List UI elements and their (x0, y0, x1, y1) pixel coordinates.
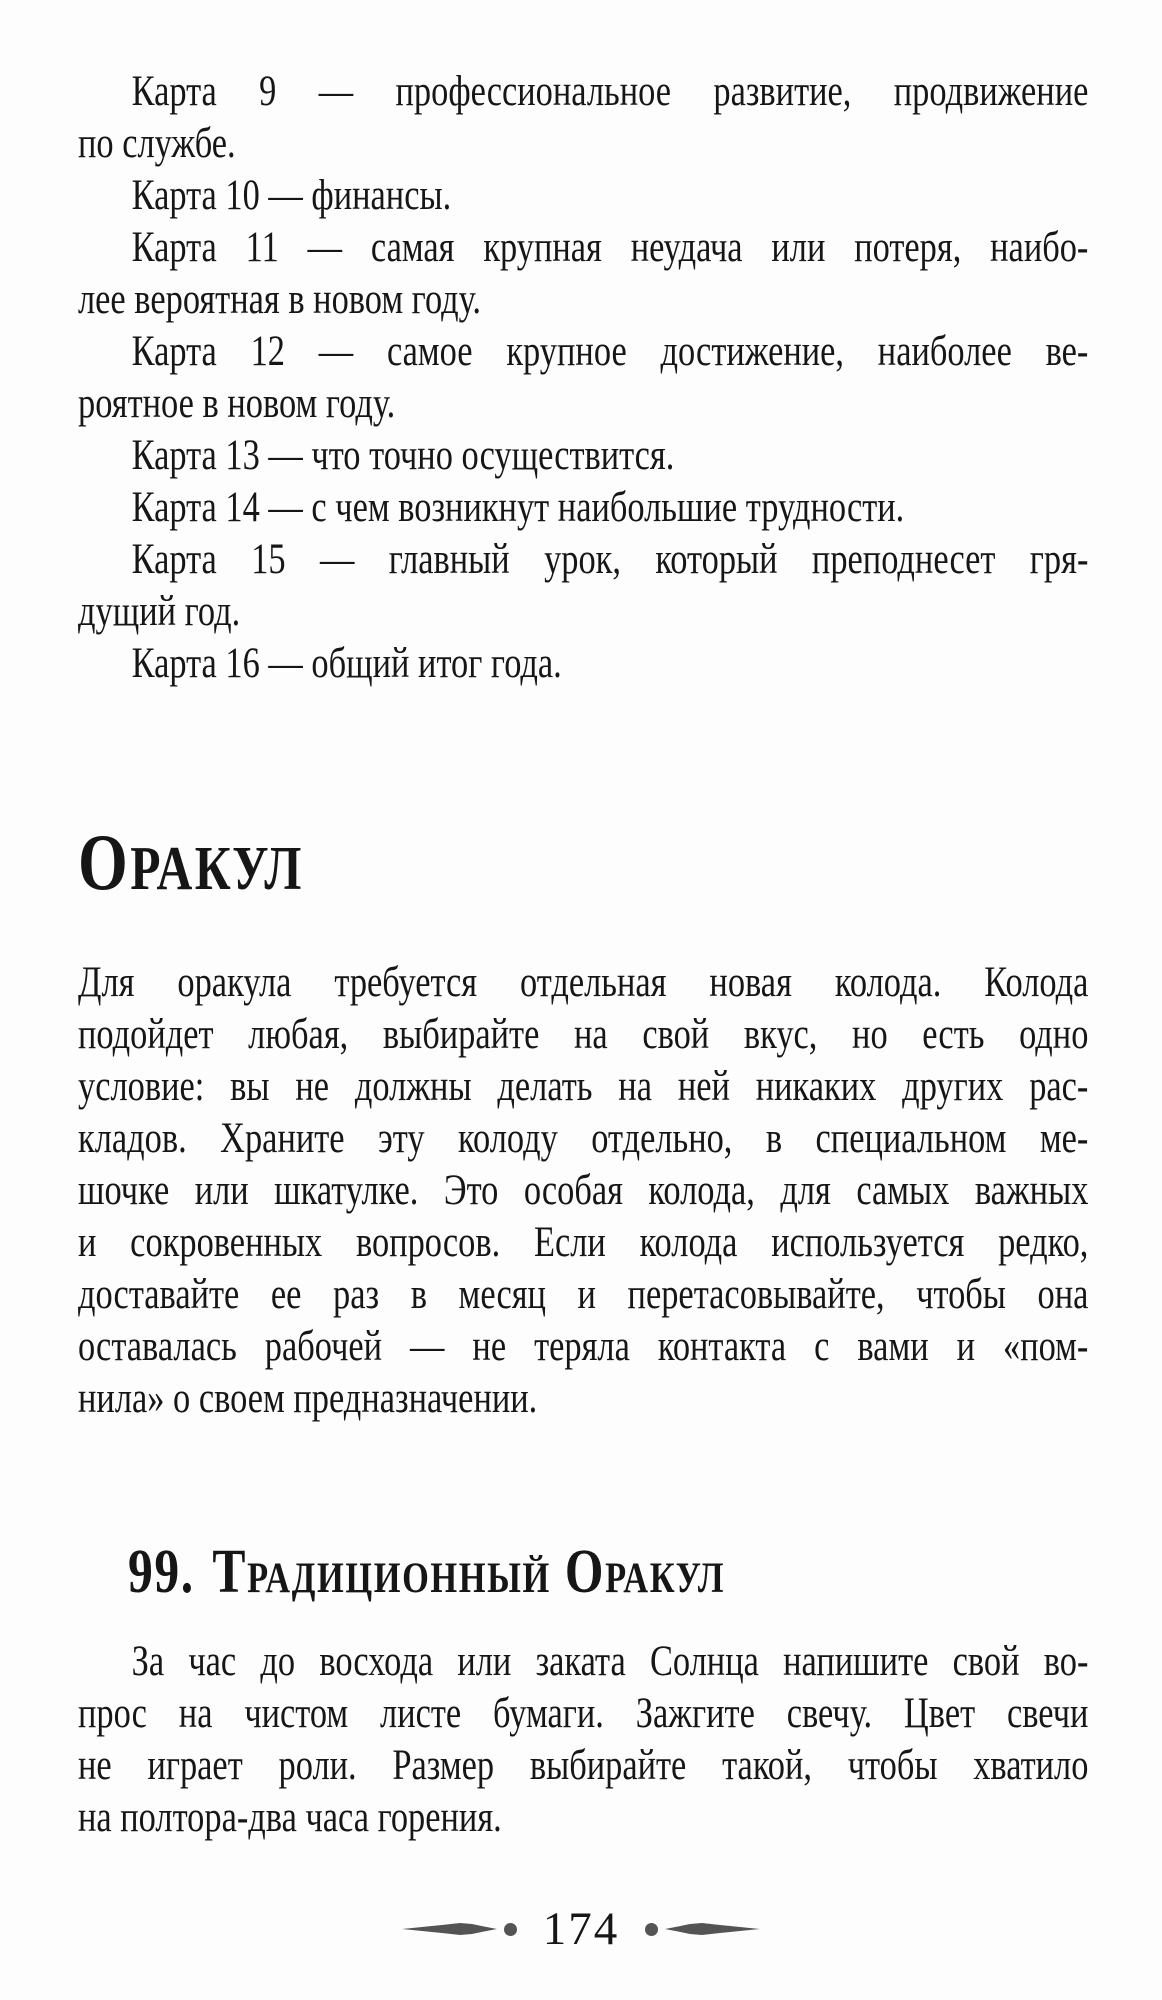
subsection-title: Традиционный Оракул (212, 1538, 726, 1606)
card-paragraph (78, 482, 1088, 534)
leaf-ornament-left-icon (402, 1922, 498, 1936)
text-line: оставалась рабочей — не теряла контакта с вами и «пом- (78, 1323, 1089, 1370)
text-line: и сокровенных вопросов. Если колода используется редко, (78, 1219, 1089, 1266)
text-line: на полтора-два часа горения. (78, 1794, 502, 1841)
text-line: За час до восхода или заката Солнца напишите свой во- (131, 1638, 1089, 1685)
text-line: Карта 16 — общий итог года. (131, 640, 562, 687)
text-line: Карта 14 — с чем возникнут наибольшие трудности. (131, 484, 905, 531)
card-paragraph (78, 66, 1088, 170)
text-line: кладов. Храните эту колоду отдельно, в специальном ме- (78, 1115, 1089, 1162)
subsection-number: 99. (128, 1538, 195, 1606)
text-line: условие: вы не должны делать на ней никаких других рас- (78, 1063, 1089, 1110)
text-line: Для оракула требуется отдельная новая колода. Колода (78, 959, 1089, 1006)
text-line: по службе. (78, 120, 236, 167)
text-line: шочке или шкатулке. Это особая колода, для самых важных (78, 1167, 1089, 1214)
text-line: Карта 10 — финансы. (131, 172, 452, 219)
card-paragraph (78, 222, 1088, 326)
subsection-paragraph (78, 1636, 1088, 1844)
footer-dot-left-icon (504, 1923, 517, 1936)
text-line: Карта 9 — профессиональное развитие, продвижение (131, 68, 1089, 115)
text-line: лее вероятная в новом году. (78, 276, 482, 323)
section-paragraph (78, 957, 1088, 1425)
section-heading: ОРАКУЛ (78, 819, 304, 907)
text-line: Карта 12 — самое крупное достижение, наиболее ве- (131, 328, 1089, 375)
text-line: роятное в новом году. (78, 380, 396, 427)
footer-dot-right-icon (645, 1923, 658, 1936)
text-line: Карта 11 — самая крупная неудача или потеря, наибо- (131, 224, 1089, 271)
text-line: Карта 15 — главный урок, который преподнесет гря- (131, 536, 1089, 583)
leaf-ornament-right-icon (664, 1922, 760, 1936)
page-footer (0, 1902, 1162, 1955)
text-line: Карта 13 — что точно осуществится. (131, 432, 675, 479)
card-paragraph (78, 534, 1088, 638)
subsection-heading (128, 1537, 725, 1607)
card-paragraph (78, 430, 1088, 482)
text-line: нила» о своем предназначении. (78, 1375, 538, 1422)
text-line: дущий год. (78, 588, 241, 635)
text-line: подойдет любая, выбирайте на свой вкус, но есть одно (78, 1011, 1089, 1058)
card-paragraph (78, 638, 1088, 690)
card-paragraph (78, 326, 1088, 430)
text-line: прос на чистом листе бумаги. Зажгите свечу. Цвет свечи (78, 1690, 1089, 1737)
card-paragraph (78, 170, 1088, 222)
text-line: доставайте ее раз в месяц и перетасовывайте, чтобы она (78, 1271, 1089, 1318)
card-list (78, 66, 1088, 690)
page-number: 174 (542, 1902, 620, 1955)
text-line: не играет роли. Размер выбирайте такой, чтобы хватило (78, 1742, 1089, 1789)
